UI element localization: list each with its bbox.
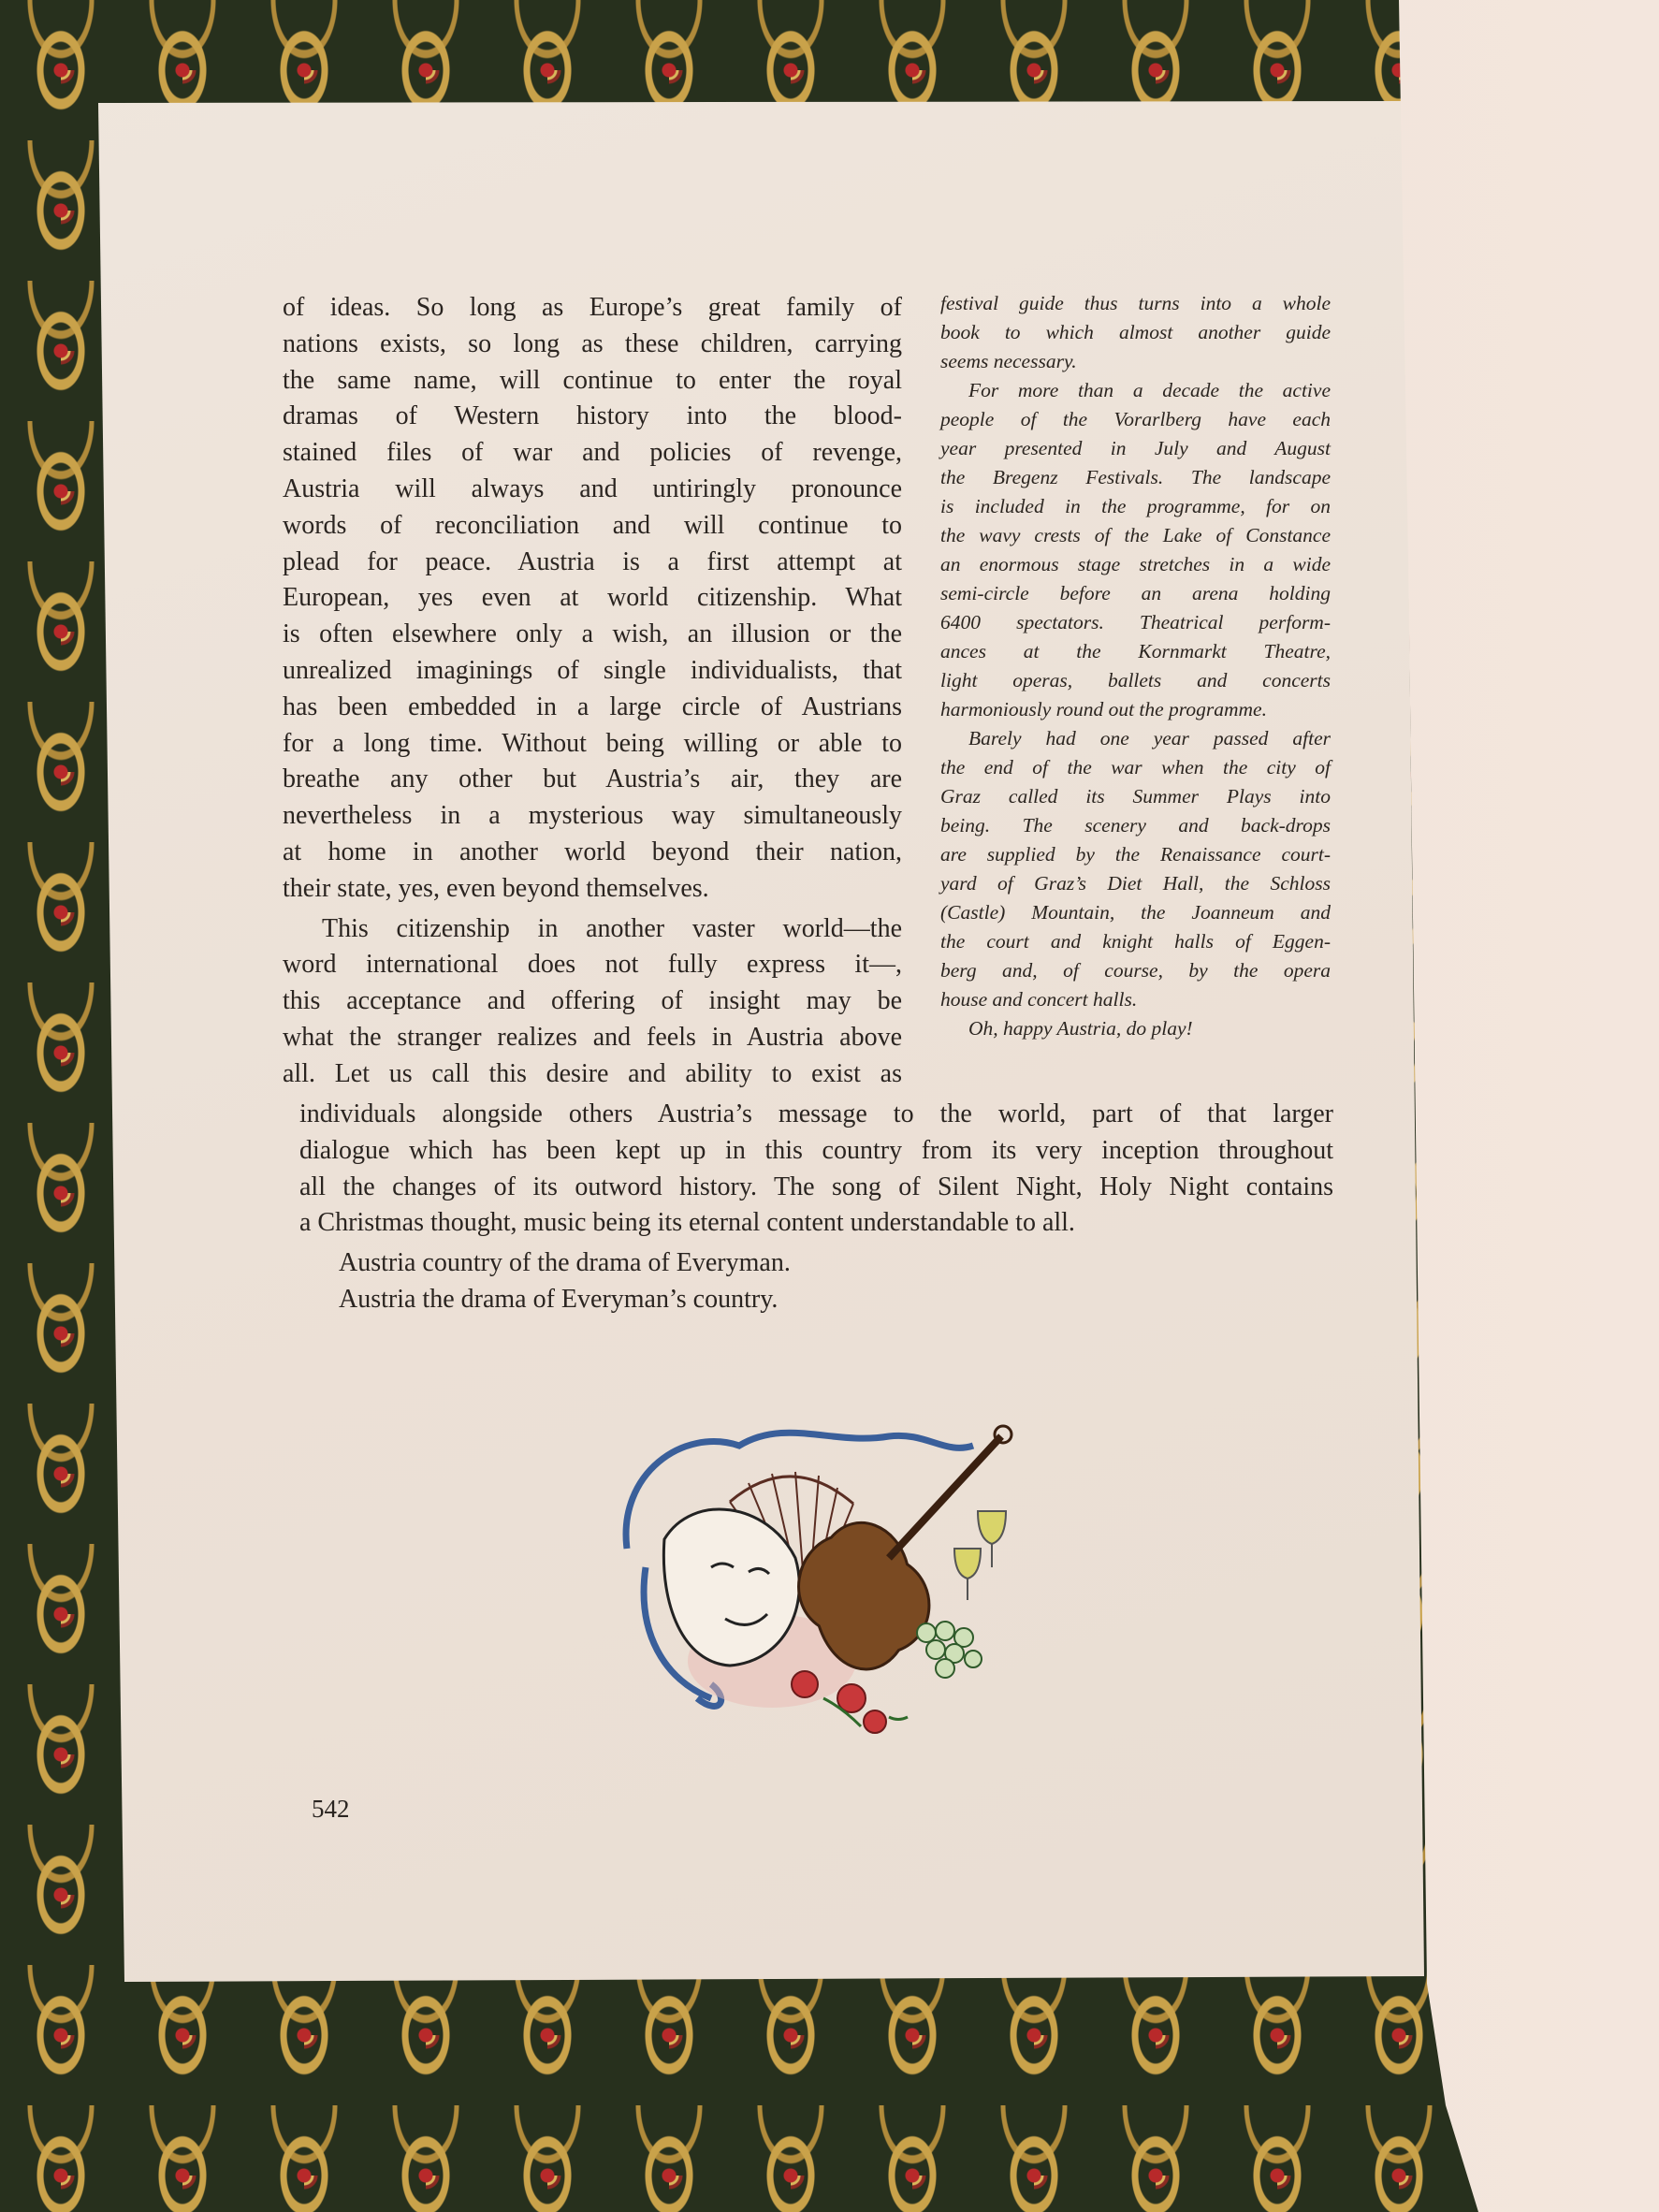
- text-line: Oh, happy Austria, do play!: [968, 1017, 1193, 1040]
- right-column-italic-text: [940, 289, 1331, 1043]
- decorative-illustration: [608, 1418, 1034, 1736]
- text-line: the court and knight halls of Eggen-: [940, 930, 1331, 953]
- text-line: dramas of Western history into the blood-: [283, 401, 902, 431]
- text-line: being. The scenery and back-drops: [940, 814, 1331, 837]
- text-line: this acceptance and offering of insight may be: [283, 986, 902, 1016]
- text-line: stained files of war and policies of revenge,: [283, 438, 902, 468]
- text-line: the Bregenz Festivals. The landscape: [940, 466, 1331, 488]
- full-width-text: [299, 1097, 1333, 1318]
- text-line: light operas, ballets and concerts: [940, 669, 1331, 691]
- text-line: house and concert halls.: [940, 988, 1138, 1011]
- text-line: semi-circle before an arena holding: [940, 582, 1331, 604]
- text-line: are supplied by the Renaissance court-: [940, 843, 1331, 866]
- text-line: the end of the war when the city of: [940, 756, 1331, 779]
- text-line: breathe any other but Austria’s air, they are: [283, 764, 902, 794]
- text-line: plead for peace. Austria is a first attempt at: [283, 546, 902, 576]
- wine-glasses: [954, 1511, 1006, 1600]
- text-line: 6400 spectators. Theatrical perform-: [940, 611, 1331, 633]
- text-line: berg and, of course, by the opera: [940, 959, 1331, 982]
- text-line: Austria country of the drama of Everyman.: [339, 1248, 791, 1278]
- text-line: festival guide thus turns into a whole: [940, 292, 1331, 314]
- text-line: of ideas. So long as Europe’s great family of: [283, 293, 902, 322]
- text-line: Graz called its Summer Plays into: [940, 785, 1331, 808]
- left-column-text: [283, 290, 902, 1093]
- text-line: European, yes even at world citizenship. What: [283, 583, 902, 613]
- text-line: people of the Vorarlberg have each: [940, 408, 1331, 430]
- text-line: what the stranger realizes and feels in Austria above: [283, 1022, 902, 1052]
- text-line: seems necessary.: [940, 350, 1077, 372]
- text-line: words of reconciliation and will continue to: [283, 510, 902, 540]
- text-line: is included in the programme, for on: [940, 495, 1331, 517]
- text-line: harmoniously round out the programme.: [940, 698, 1267, 720]
- text-line: the wavy crests of the Lake of Constance: [940, 524, 1331, 546]
- grapes: [917, 1622, 982, 1678]
- text-line: Barely had one year passed after: [968, 727, 1331, 749]
- text-line: word international does not fully express it—,: [283, 950, 902, 980]
- text-line: ances at the Kornmarkt Theatre,: [940, 640, 1331, 662]
- text-line: their state, yes, even beyond themselves.: [283, 873, 709, 903]
- text-line: For more than a decade the active: [968, 379, 1331, 401]
- text-line: a Christmas thought, music being its eternal content understandable to all.: [299, 1208, 1075, 1238]
- text-line: has been embedded in a large circle of Austrians: [283, 691, 902, 721]
- text-line: unrealized imaginings of single individualists, that: [283, 655, 902, 685]
- text-line: at home in another world beyond their nation,: [283, 837, 902, 866]
- text-line: all. Let us call this desire and ability to exist as: [283, 1058, 902, 1088]
- text-line: individuals alongside others Austria’s message to the world, part of that larger: [299, 1099, 1333, 1128]
- text-line: yard of Graz’s Diet Hall, the Schloss: [940, 872, 1331, 895]
- text-line: book to which almost another guide: [940, 321, 1331, 343]
- text-line: all the changes of its outword history. The song of Silent Night, Holy Night contains: [299, 1171, 1333, 1201]
- page-number: 542: [312, 1795, 350, 1823]
- text-line: nations exists, so long as these children, carrying: [283, 328, 902, 358]
- text-line: is often elsewhere only a wish, an illusion or the: [283, 619, 902, 649]
- text-line: an enormous stage stretches in a wide: [940, 553, 1331, 575]
- mask-face: [663, 1509, 799, 1666]
- text-line: nevertheless in a mysterious way simultaneously: [283, 801, 902, 831]
- text-line: This citizenship in another vaster world—the: [322, 913, 902, 943]
- text-line: Austria the drama of Everyman’s country.: [339, 1284, 779, 1314]
- text-line: for a long time. Without being willing or able to: [283, 728, 902, 758]
- text-line: the same name, will continue to enter the royal: [283, 365, 902, 395]
- text-line: year presented in July and August: [940, 437, 1331, 459]
- text-line: (Castle) Mountain, the Joanneum and: [940, 901, 1331, 924]
- text-line: dialogue which has been kept up in this country from its very inception throughout: [299, 1135, 1333, 1165]
- text-line: Austria will always and untiringly pronounce: [283, 473, 902, 503]
